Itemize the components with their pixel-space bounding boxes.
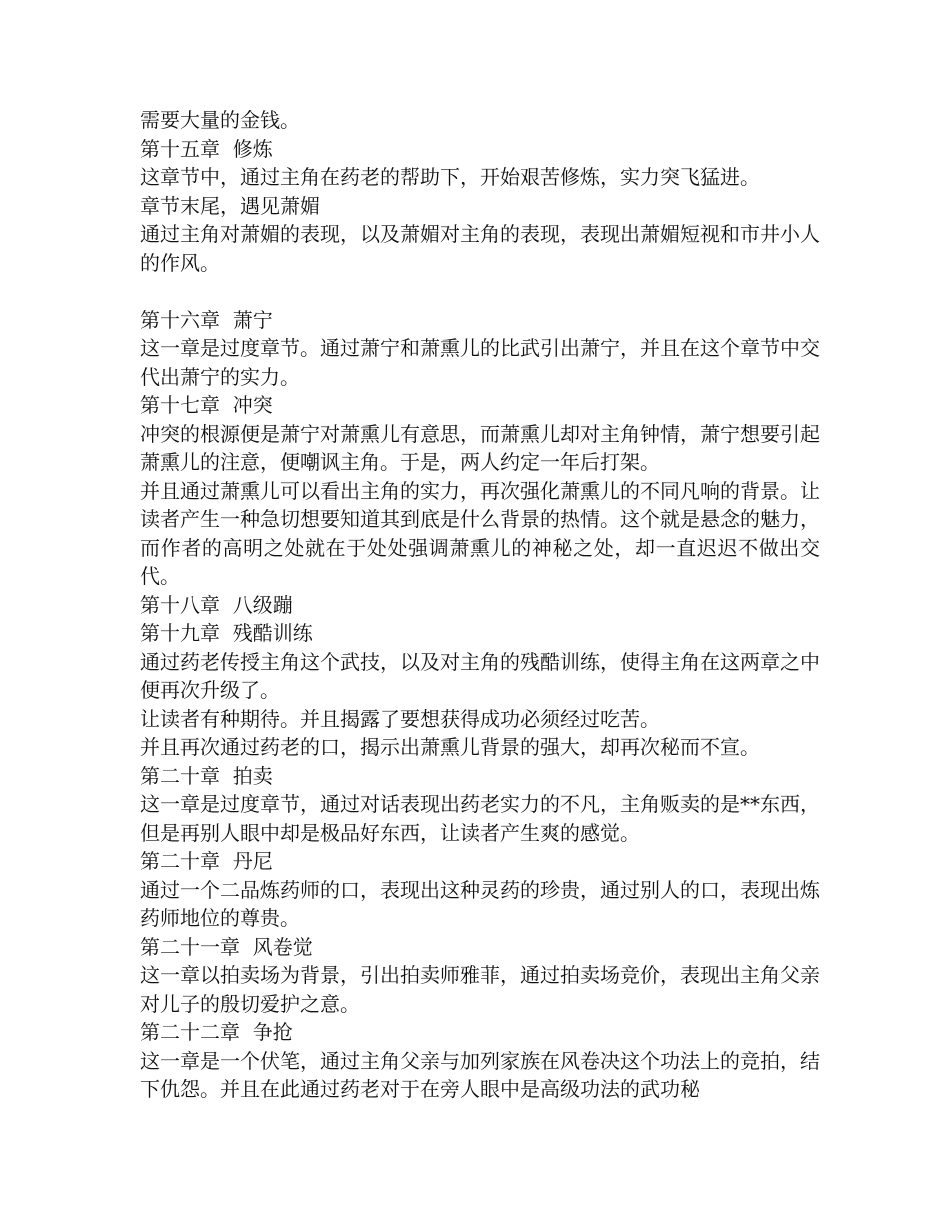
text-line: 通过一个二品炼药师的口，表现出这种灵药的珍贵，通过别人的口，表现出炼药师地位的尊贵。	[140, 877, 820, 930]
text-line: 通过药老传授主角这个武技，以及对主角的残酷训练，使得主角在这两章之中便再次升级了。	[140, 649, 820, 702]
chapter-heading: 第十九章 残酷训练	[140, 621, 313, 645]
chapter-heading: 第二十章 丹尼	[140, 849, 273, 873]
chapter-heading: 第十六章 萧宁	[140, 307, 273, 332]
text-line: 通过主角对萧媚的表现，以及萧媚对主角的表现，表现出萧媚短视和市井小人的作风。	[140, 222, 820, 275]
document-page	[140, 106, 820, 1104]
chapter-heading: 第二十一章 风卷觉	[140, 934, 313, 959]
chapter-heading: 第二十二章 争抢	[140, 1020, 293, 1044]
chapter-heading: 第十五章 修炼	[140, 136, 273, 161]
text-line: 这一章以拍卖场为背景，引出拍卖师雅菲，通过拍卖场竞价，表现出主角父亲对儿子的殷切爱护之意。	[140, 963, 820, 1016]
text-line: 章节末尾，遇见萧媚	[140, 193, 320, 218]
blank-line	[140, 277, 820, 306]
text-line: 这一章是过度章节。通过萧宁和萧熏儿的比武引出萧宁，并且在这个章节中交代出萧宁的实力。	[140, 336, 820, 389]
text-line: 这一章是过度章节，通过对话表现出药老实力的不凡，主角贩卖的是**东西，但是再别人眼中却是极品好东西，让读者产生爽的感觉。	[140, 792, 820, 845]
chapter-heading: 第十七章 冲突	[140, 393, 273, 417]
chapter-heading: 第二十章 拍卖	[140, 763, 273, 788]
text-line: 让读者有种期待。并且揭露了要想获得成功必须经过吃苦。	[140, 706, 660, 731]
chapter-heading: 第十八章 八级蹦	[140, 592, 293, 617]
text-line: 这章节中，通过主角在药老的帮助下，开始艰苦修炼，实力突飞猛进。	[140, 165, 760, 189]
text-line: 并且再次通过药老的口，揭示出萧熏儿背景的强大，却再次秘而不宣。	[140, 735, 760, 759]
text-line: 冲突的根源便是萧宁对萧熏儿有意思，而萧熏儿却对主角钟情，萧宁想要引起萧熏儿的注意，便嘲讽主角。于是，两人约定一年后打架。	[140, 421, 820, 474]
text-line: 需要大量的金钱。	[140, 108, 300, 132]
text-line: 这一章是一个伏笔，通过主角父亲与加列家族在风卷决这个功法上的竞拍，结下仇怨。并且在此通过药老对于在旁人眼中是高级功法的武功秘	[140, 1048, 820, 1101]
text-line: 并且通过萧熏儿可以看出主角的实力，再次强化萧熏儿的不同凡响的背景。让读者产生一种急切想要知道其到底是什么背景的热情。这个就是悬念的魅力，而作者的高明之处就在于处处强调萧熏儿的神秘之处，却一直迟迟不做出交代。	[140, 478, 820, 588]
